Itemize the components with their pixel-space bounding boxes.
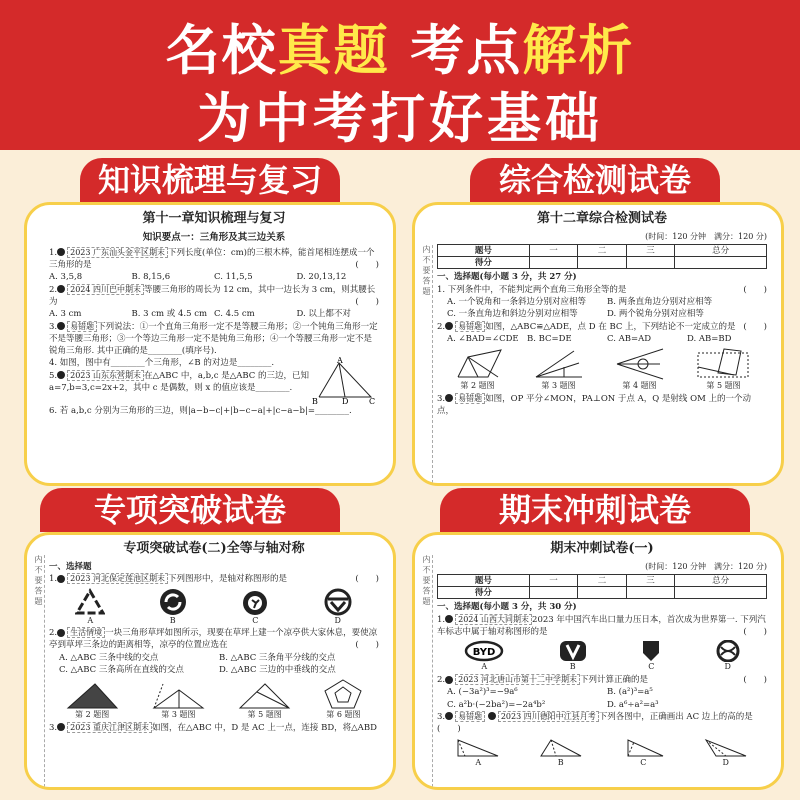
question-1: 1. 下列条件中，不能判定两个直角三角形全等的是 ( ) bbox=[437, 284, 767, 295]
score-table: 题号 一 二 三 总分 得分 bbox=[437, 244, 767, 269]
binding-margin: 内 不 要 答 题 bbox=[419, 555, 433, 787]
source-tag: 2023 河北保定莲池区期末 bbox=[67, 573, 168, 584]
answer-blank: ( ) bbox=[743, 675, 767, 686]
options: C. △ABC 三条高所在直线的交点 D. △ABC 三边的中垂线的交点 bbox=[59, 665, 336, 676]
exam-icon bbox=[57, 723, 65, 731]
score-table: 题号 一 二 三 总分 得分 bbox=[437, 574, 767, 599]
page-title: 期末冲刺试卷(一) bbox=[550, 541, 654, 556]
logo-text: BYD bbox=[472, 647, 496, 659]
headline-text: 名校 bbox=[165, 19, 278, 82]
figure: 第 5 题图 bbox=[696, 347, 752, 391]
section-heading: 一、选择题 bbox=[49, 561, 92, 572]
car-logo-options bbox=[437, 640, 767, 672]
figure: 第 6 题图 bbox=[323, 678, 363, 720]
options: C. 一条直角边和斜边分别对应相等 D. 两个锐角分别对应相等 bbox=[447, 309, 704, 320]
question-1: 1. 2023 河北保定莲池区期末 下列图形中，是轴对称图形的是 ( ) bbox=[49, 574, 379, 585]
answer-blank: ( ) bbox=[355, 640, 379, 651]
binding-margin: 内 不 要 答 题 bbox=[419, 245, 433, 483]
exam-icon bbox=[57, 285, 65, 293]
promo-banner bbox=[0, 0, 800, 150]
source-tag: 易错题 bbox=[67, 321, 97, 332]
warning-icon bbox=[445, 322, 453, 330]
figures-row bbox=[437, 738, 767, 768]
source-tag: 2023 广东汕头金平区期末 bbox=[67, 247, 168, 258]
exam-icon bbox=[445, 615, 453, 623]
question-1: 1. 2024 山西大同期末 2023 年中国汽车出口量力压日本，首次成为世界第一. 下列汽车标志中属于轴对称图形的是 ( ) bbox=[437, 614, 767, 638]
figures-row bbox=[437, 347, 767, 391]
question-2: 2. 生活情境 一块三角形草坪如图所示，现要在草坪上建一个凉亭供大家休息，要使凉亭到草坪三条边的距离相等，凉亭的位置应选在 ( ) bbox=[49, 628, 379, 651]
source-tag: 易错题 bbox=[455, 711, 485, 722]
figure: 第 2 题图 bbox=[453, 347, 503, 391]
headline-line1 bbox=[0, 8, 800, 85]
section-heading: 一、选择题(每小题 3 分，共 30 分) bbox=[437, 602, 577, 613]
source-tag: 2023 重庆江津区期末 bbox=[67, 722, 152, 733]
options: A. 3,5,8 B. 8,15,6 C. 11,5,5 D. 20,13,12 bbox=[49, 272, 347, 283]
answer-blank: ( ) bbox=[355, 574, 379, 585]
exam-icon bbox=[57, 371, 65, 379]
options: A. ∠BAD=∠CDE B. BC=DE C. AB=AD D. AB=BD bbox=[447, 334, 732, 345]
shield-logo-option: D bbox=[323, 588, 353, 626]
headline-highlight: 解析 bbox=[522, 19, 635, 82]
source-tag: 易错题 bbox=[455, 321, 485, 332]
recycle-logo-option: A bbox=[75, 588, 105, 626]
question-6: 6. 若 a,b,c 分别为三角形的三边，则|a−b−c|+|b−c−a|+|c−a−b|=________. bbox=[49, 406, 352, 417]
card-test bbox=[412, 202, 784, 486]
exam-icon bbox=[57, 575, 65, 583]
question-3: 3. 易错题 如图，OP 平分∠MON，PA⊥ON 于点 A，Q 是射线 OM 上的一个动点， bbox=[437, 393, 752, 417]
page-title: 第十二章综合检测试卷 bbox=[536, 211, 667, 226]
section-tab-test: 综合检测试卷 bbox=[470, 158, 720, 202]
page-title: 专项突破试卷(二)全等与轴对称 bbox=[123, 541, 305, 556]
fig-label: C bbox=[369, 397, 376, 406]
exam-meta: (时间：120 分钟 满分：120 分) bbox=[645, 231, 767, 241]
source-tag: 2024 山西大同期末 bbox=[455, 614, 532, 625]
section-tab-final: 期末冲刺试卷 bbox=[440, 488, 750, 532]
byd-logo-option: BYD A bbox=[464, 640, 504, 672]
figure: D bbox=[701, 738, 751, 768]
life-icon bbox=[57, 629, 65, 637]
answer-blank: ( ) bbox=[355, 296, 379, 307]
source-tag: 2023 山东东营期末 bbox=[67, 370, 144, 381]
binding-margin: 内 不 要 答 题 bbox=[31, 555, 45, 787]
exam-icon bbox=[445, 676, 453, 684]
source-tag: 2023 河北唐山市第十二中学期末 bbox=[455, 674, 580, 685]
headline-line2: 为中考打好基础 bbox=[197, 87, 603, 150]
card-final bbox=[412, 532, 784, 790]
question-3: 3. 易错题 2023 四川德阳中江县月考 下列各图中，正确画出 AC 边上的高的是( ) bbox=[437, 711, 753, 735]
figure: 第 2 题图 bbox=[65, 682, 120, 720]
green-dot-logo-option: B bbox=[158, 588, 188, 626]
page-subtitle: 知识要点一：三角形及其三边关系 bbox=[142, 231, 286, 243]
exam-meta: (时间：120 分钟 满分：120 分) bbox=[645, 561, 767, 571]
figure: A bbox=[453, 738, 503, 768]
card-review bbox=[24, 202, 396, 486]
warning-icon bbox=[445, 394, 453, 402]
answer-blank: ( ) bbox=[743, 284, 767, 295]
answer-blank: ( ) bbox=[743, 321, 767, 332]
source-tag: 2024 四川巴中期末 bbox=[67, 284, 144, 295]
figure: 第 3 题图 bbox=[151, 682, 206, 720]
page-title: 第十一章知识梳理与复习 bbox=[142, 211, 286, 226]
exam-icon bbox=[57, 248, 65, 256]
fig-label: B bbox=[312, 397, 318, 406]
headline-text: 考点 bbox=[410, 19, 523, 82]
figure: C bbox=[618, 738, 668, 768]
roewe-logo-option: C bbox=[641, 640, 661, 672]
fig-label: A bbox=[337, 357, 343, 366]
options: A. 一个锐角和一条斜边分别对应相等 B. 两条直角边分别对应相等 bbox=[447, 297, 713, 308]
answer-blank: ( ) bbox=[743, 627, 767, 638]
question-2: 2. 2023 河北唐山市第十二中学期末 下列计算正确的是 ( ) bbox=[437, 675, 767, 686]
question-2: 2. 2024 四川巴中期末 等腰三角形的周长为 12 cm，其中一边长为 3 cm，则其腰长为 ( ) bbox=[49, 284, 379, 307]
question-4: 4. 如图，图中有________个三角形，∠B 的对边是________. bbox=[49, 358, 275, 369]
figure: B bbox=[536, 738, 586, 768]
question-5: 5. 2023 山东东营期末 在△ABC 中，a,b,c 是△ABC 的三边，已知 a=7,b=3,c=2x+2，其中 c 是偶数，则 x 的值应该是________. bbox=[49, 370, 309, 394]
figure: 第 4 题图 bbox=[615, 347, 665, 391]
dongfeng-logo-option: D bbox=[716, 640, 740, 672]
question-1: 1. 2023 广东汕头金平区期末 下列长度(单位：cm)的三根木棒，能首尾相连摆成一个三角形的是 ( ) bbox=[49, 247, 379, 270]
warning-icon bbox=[57, 322, 65, 330]
changan-logo-option: B bbox=[559, 640, 587, 672]
card-special bbox=[24, 532, 396, 790]
options: A. 3 cm B. 3 cm 或 4.5 cm C. 4.5 cm D. 以上都不对 bbox=[49, 309, 351, 320]
options: A. △ABC 三条中线的交点 B. △ABC 三条角平分线的交点 bbox=[59, 652, 336, 663]
answer-blank: ( ) bbox=[355, 259, 379, 270]
figure: 第 3 题图 bbox=[534, 347, 584, 391]
section-tab-review: 知识梳理与复习 bbox=[80, 158, 340, 202]
options: A. (−3a²)³=−9a⁶ B. (a²)³=a⁵ bbox=[447, 687, 653, 698]
warning-icon bbox=[445, 712, 453, 720]
options: C. a²b·(−2ba²)=−2a⁴b² D. a⁶÷a²=a³ bbox=[447, 699, 659, 710]
headline-highlight: 真题 bbox=[277, 19, 390, 82]
source-tag: 2023 四川德阳中江县月考 bbox=[498, 711, 599, 722]
section-heading: 一、选择题(每小题 3 分，共 27 分) bbox=[437, 272, 577, 283]
section-tab-special: 专项突破试卷 bbox=[40, 488, 340, 532]
question-3: 3. 2023 重庆江津区期末 如图，在△ABC 中，D 是 AC 上一点，连接 BD，将△ABD bbox=[49, 722, 377, 733]
source-tag: 生活情境 bbox=[67, 627, 105, 638]
question-3: 3. 易错题 下列说法：①一个直角三角形一定不是等腰三角形；②一个钝角三角形一定不是等腰三角形；③一个等边三角形一定不是钝角三角形；④一个等腰三角形一定不是锐角三角形. 其中正确的是________(填序号). bbox=[49, 321, 378, 357]
exam-icon bbox=[488, 712, 496, 720]
logo-options bbox=[49, 588, 379, 626]
figures-row bbox=[49, 678, 379, 720]
fig-label: D bbox=[342, 397, 349, 406]
figure: 第 5 题图 bbox=[237, 682, 292, 720]
runner-logo-option: C bbox=[240, 588, 270, 626]
triangle-figure bbox=[309, 357, 379, 405]
question-2: 2. 易错题 如图，△ABC≌△ADE，点 D 在 BC 上，下列结论不一定成立的是 ( ) bbox=[437, 321, 767, 332]
source-tag: 易错题 bbox=[455, 393, 485, 404]
